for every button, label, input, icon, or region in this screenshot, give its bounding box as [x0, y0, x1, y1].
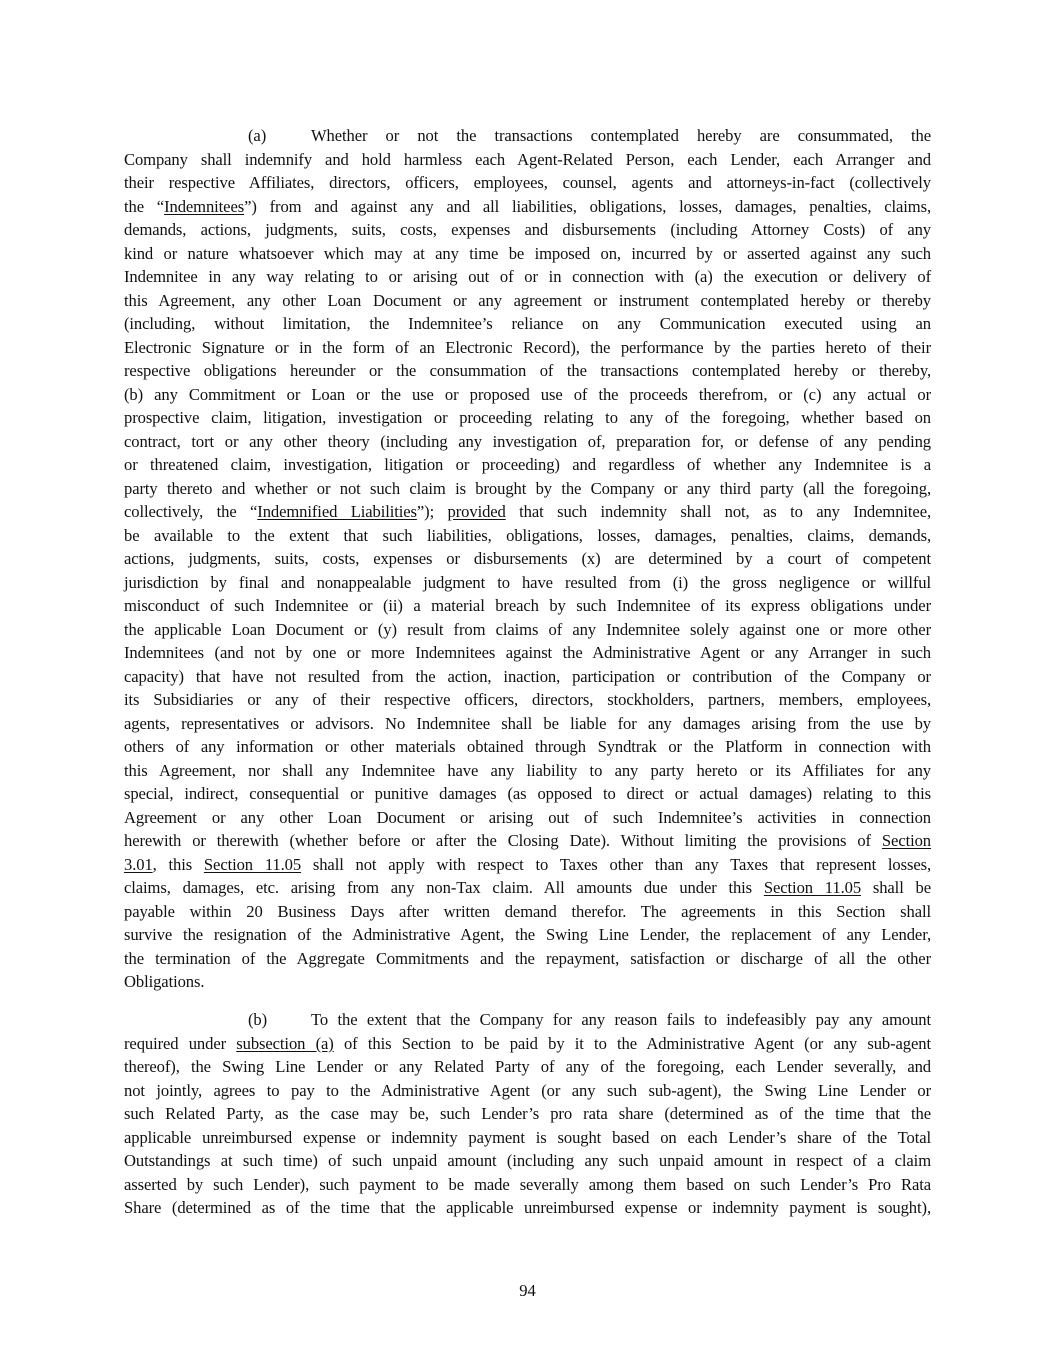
text-run: others of any information or other materials obtained through Syndtrak or the Platform in connection with: [124, 737, 931, 756]
text-line: [124, 171, 931, 195]
text-run: this Agreement, any other Loan Document or any agreement or instrument contemplated hereby or thereby: [124, 290, 931, 310]
text-run: collectively, the “: [124, 502, 258, 521]
text-line: [124, 430, 931, 454]
document-page: [124, 124, 931, 1220]
text-line: [124, 876, 931, 900]
text-run: applicable unreimbursed expense or indemnity payment is sought based on each Lender’s share of the Total: [124, 1127, 931, 1147]
text-line: [124, 618, 931, 642]
text-line: [124, 1102, 931, 1126]
text-line: [124, 782, 931, 806]
underlined-term: Indemnitees: [164, 196, 245, 216]
text-run: claims, damages, etc. arising from any non-Tax claim. All amounts due under this: [124, 878, 764, 897]
text-line: [124, 124, 931, 148]
text-run: not jointly, agrees to pay to the Administrative Agent (or any such sub-agent), the Swing Line Lender or: [124, 1080, 931, 1100]
text-run: ”) from and against any and all liabilities, obligations, losses, damages, penalties, claims,: [244, 196, 931, 216]
text-line: [124, 406, 931, 430]
text-line: [124, 195, 931, 219]
text-line: [124, 336, 931, 360]
text-run: (including, without limitation, the Indemnitee’s reliance on any Communication executed using an: [124, 314, 931, 333]
text-run: Electronic Signature or in the form of an Electronic Record), the performance by the parties hereto of their: [124, 337, 931, 357]
text-line: [124, 665, 931, 689]
text-run: misconduct of such Indemnitee or (ii) a material breach by such Indemnitee of its express obligations under: [124, 596, 931, 615]
text-line: [124, 1173, 931, 1197]
underlined-term: Indemnified Liabilities: [257, 502, 417, 521]
text-line: [124, 594, 931, 618]
text-run: contract, tort or any other theory (including any investigation of, preparation for, or defense of any pending: [124, 431, 931, 451]
text-run: respective obligations hereunder or the consummation of the transactions contemplated hereby or thereby,: [124, 361, 931, 380]
underlined-term: Section 11.05: [763, 878, 862, 897]
text-line: [124, 1149, 931, 1173]
text-line: [124, 688, 931, 712]
text-line: [124, 1032, 931, 1056]
text-line: [124, 265, 931, 289]
text-run: Share (determined as of the time that the applicable unreimbursed expense or indemnity payment is sought),: [124, 1198, 931, 1217]
text-run: (b) any Commitment or Loan or the use or proposed use of the proceeds therefrom, or (c) any actual or: [124, 384, 931, 404]
text-line: [124, 641, 931, 665]
text-line: [124, 923, 931, 947]
text-line: [124, 148, 931, 172]
text-run: , this: [152, 854, 204, 874]
text-run: Whether or not the transactions contemplated hereby are consummated, the: [311, 126, 931, 145]
text-line: [124, 1196, 931, 1220]
text-run: herewith or therewith (whether before or after the Closing Date). Without limiting the provisions of: [124, 831, 882, 850]
text-line: [124, 853, 931, 877]
text-line: [124, 571, 931, 595]
text-run: Agreement or any other Loan Document or arising out of such Indemnitee’s activities in connection: [124, 807, 931, 827]
paragraph-a: [124, 124, 931, 994]
text-run: prospective claim, litigation, investigation or proceeding relating to any of the foregoing, whether based on: [124, 408, 931, 427]
text-run: shall not apply with respect to Taxes other than any Taxes that represent losses,: [301, 854, 931, 874]
text-run: required under: [124, 1033, 237, 1053]
text-run: such Related Party, as the case may be, such Lender’s pro rata share (determined as of the time that the: [124, 1104, 931, 1123]
text-run: this Agreement, nor shall any Indemnitee have any liability to any party hereto or its Affiliates for any: [124, 760, 931, 780]
text-run: asserted by such Lender), such payment to be made severally among them based on such Lender’s Pro Rata: [124, 1174, 931, 1194]
underlined-term: provided: [447, 502, 506, 521]
paragraph-marker: (a): [248, 126, 267, 145]
underlined-term: subsection (a): [236, 1033, 334, 1053]
text-line: [124, 1008, 931, 1032]
text-run: the “: [124, 196, 165, 216]
text-line: [124, 218, 931, 242]
text-line: [124, 383, 931, 407]
text-line: [124, 970, 931, 994]
text-line: [124, 242, 931, 266]
text-run: Obligations.: [124, 972, 205, 991]
text-run: special, indirect, consequential or punitive damages (as opposed to direct or actual damages) relating to this: [124, 784, 931, 803]
text-run: Indemnitee in any way relating to or arising out of or in connection with (a) the execution or delivery of: [124, 267, 931, 286]
text-run: payable within 20 Business Days after written demand therefor. The agreements in this Section shall: [124, 901, 931, 921]
text-run: party thereto and whether or not such claim is brought by the Company or any third party (all the foregoing,: [124, 478, 931, 498]
text-run: thereof), the Swing Line Lender or any Related Party of any of the foregoing, each Lender severally, and: [124, 1057, 931, 1076]
underlined-term: Section 11.05: [203, 854, 302, 874]
text-line: [124, 524, 931, 548]
text-run: Company shall indemnify and hold harmless each Agent-Related Person, each Lender, each Arranger and: [124, 149, 931, 169]
text-line: [124, 289, 931, 313]
text-line: [124, 547, 931, 571]
text-run: jurisdiction by final and nonappealable judgment to have resulted from (i) the gross negligence or willful: [124, 572, 931, 592]
text-line: [124, 1055, 931, 1079]
text-line: [124, 735, 931, 759]
text-run: shall be: [861, 878, 932, 897]
text-run: ”);: [416, 502, 448, 521]
text-run: survive the resignation of the Administrative Agent, the Swing Line Lender, the replacement of any Lender,: [124, 925, 931, 944]
text-run: or threatened claim, investigation, litigation or proceeding) and regardless of whether any Indemnitee is a: [124, 455, 931, 474]
underlined-term: Section: [881, 831, 931, 850]
text-line: [124, 359, 931, 383]
text-line: [124, 947, 931, 971]
text-run: capacity) that have not resulted from the action, inaction, participation or contribution of the Company or: [124, 666, 931, 686]
paragraph-b: [124, 1008, 931, 1220]
text-run: its Subsidiaries or any of their respective officers, directors, stockholders, partners, members, employees,: [124, 690, 931, 709]
text-line: [124, 453, 931, 477]
paragraph-marker: (b): [248, 1010, 268, 1029]
text-run: Outstandings at such time) of such unpaid amount (including any such unpaid amount in respect of a claim: [124, 1151, 931, 1170]
text-run: their respective Affiliates, directors, officers, employees, counsel, agents and attorneys-in-fact (collectively: [124, 173, 931, 192]
underlined-term: 3.01: [124, 854, 153, 874]
text-line: [124, 806, 931, 830]
text-line: [124, 500, 931, 524]
text-line: [124, 312, 931, 336]
text-line: [124, 712, 931, 736]
text-run: agents, representatives or advisors. No Indemnitee shall be liable for any damages arising from the use by: [124, 713, 931, 733]
text-run: the applicable Loan Document or (y) result from claims of any Indemnitee solely against one or more other: [124, 619, 931, 639]
text-run: actions, judgments, suits, costs, expenses or disbursements (x) are determined by a court of competent: [124, 549, 931, 568]
text-line: [124, 829, 931, 853]
text-run: kind or nature whatsoever which may at any time be imposed on, incurred by or asserted against any such: [124, 243, 931, 263]
text-run: To the extent that the Company for any reason fails to indefeasibly pay any amount: [311, 1010, 931, 1029]
text-line: [124, 900, 931, 924]
text-line: [124, 1126, 931, 1150]
text-line: [124, 477, 931, 501]
page-number: 94: [519, 1281, 536, 1300]
text-run: of this Section to be paid by it to the Administrative Agent (or any sub-agent: [333, 1033, 931, 1053]
text-line: [124, 1079, 931, 1103]
text-run: the termination of the Aggregate Commitments and the repayment, satisfaction or discharge of all the other: [124, 948, 931, 968]
text-run: demands, actions, judgments, suits, costs, expenses and disbursements (including Attorney Costs) of any: [124, 220, 931, 239]
text-line: [124, 759, 931, 783]
text-run: Indemnitees (and not by one or more Indemnitees against the Administrative Agent or any Arranger in such: [124, 643, 931, 662]
text-run: that such indemnity shall not, as to any Indemnitee,: [505, 502, 932, 521]
text-run: be available to the extent that such liabilities, obligations, losses, damages, penalties, claims, demands,: [124, 525, 931, 545]
